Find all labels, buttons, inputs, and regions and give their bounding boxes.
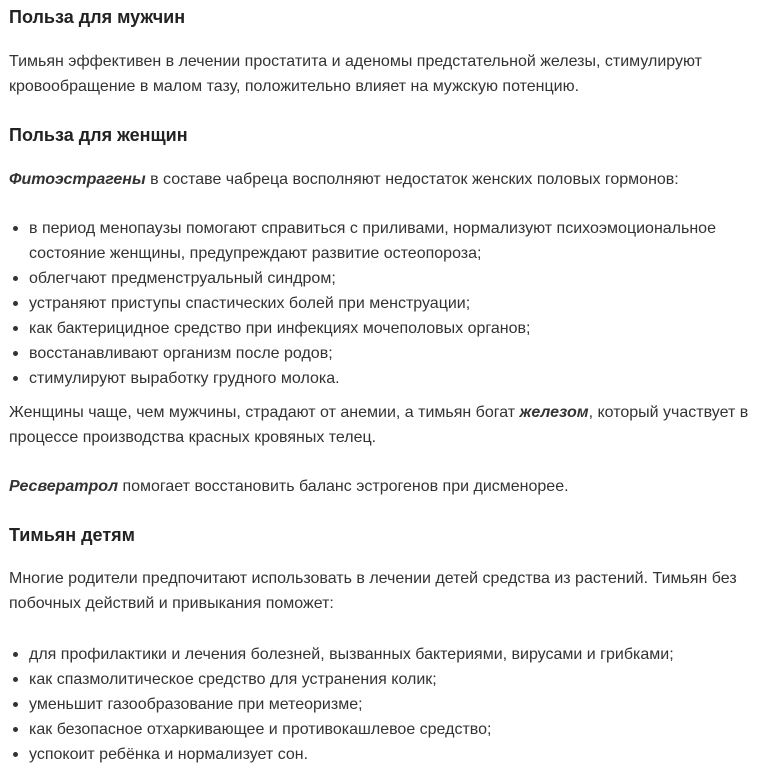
term-phytoestrogens: Фитоэстрагены [9, 171, 146, 188]
heading-women: Польза для женщин [9, 125, 188, 145]
list-item: как безопасное отхаркивающее и противокашлевое средство; [9, 717, 765, 742]
paragraph-anemia [9, 400, 765, 450]
list-item: в период менопаузы помогают справиться с приливами, нормализуют психоэмоциональное состояние женщины, предупреждают развитие остеопороза; [9, 216, 765, 266]
anemia-after: , который участвует в процессе производства красных кровяных телец. [9, 404, 749, 446]
paragraph-men: Тимьян эффективен в лечении простатита и аденомы предстательной железы, стимулируют кровообращение в малом тазу, положительно влияет на мужскую потенцию. [9, 53, 702, 95]
resveratrol-rest: помогает восстановить баланс эстрогенов при дисменорее. [118, 478, 569, 495]
heading-men: Польза для мужчин [9, 7, 186, 27]
list-item: как бактерицидное средство при инфекциях мочеполовых органов; [9, 316, 765, 341]
heading-children: Тимьян детям [9, 525, 135, 545]
list-item: как спазмолитическое средство для устранения колик; [9, 667, 765, 692]
list-item: для профилактики и лечения болезней, вызванных бактериями, вирусами и грибками; [9, 642, 765, 667]
intro-rest: в составе чабреца восполняют недостаток женских половых гормонов: [145, 171, 679, 188]
list-item: стимулируют выработку грудного молока. [9, 366, 765, 391]
paragraph-women-intro [9, 167, 765, 192]
term-iron: железом [519, 404, 589, 421]
paragraph-resveratrol [9, 474, 765, 499]
paragraph-children-intro: Многие родители предпочитают использовать в лечении детей средства из растений. Тимьян без побочных действий и привыкания поможет: [9, 570, 737, 612]
children-benefits-list [9, 642, 765, 767]
list-item: уменьшит газообразование при метеоризме; [9, 692, 765, 717]
list-item: успокоит ребёнка и нормализует сон. [9, 742, 765, 767]
list-item: восстанавливают организм после родов; [9, 341, 765, 366]
women-benefits-list [9, 216, 765, 391]
term-resveratrol: Ресвератрол [9, 478, 119, 495]
list-item: облегчают предменструальный синдром; [9, 266, 765, 291]
list-item: устраняют приступы спастических болей при менструации; [9, 291, 765, 316]
anemia-before: Женщины чаще, чем мужчины, страдают от анемии, а тимьян богат [9, 404, 520, 421]
